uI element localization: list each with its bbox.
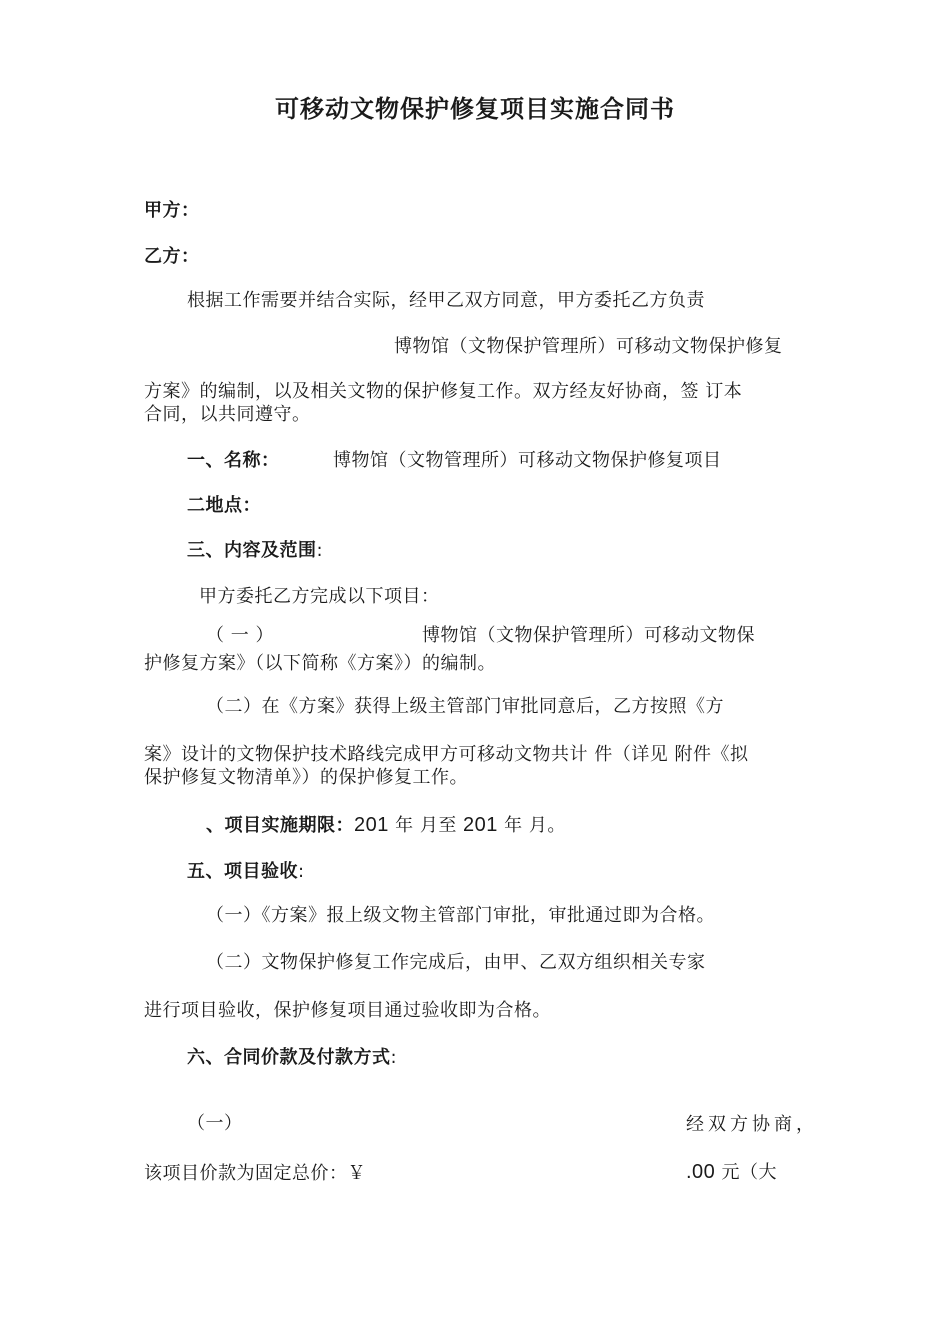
- section-1-label: 一、名称：: [187, 450, 280, 471]
- section-6-label: 六、合同价款及付款方式: [187, 1047, 391, 1068]
- section-4-line: [206, 813, 566, 838]
- section-2-label: 二地点：: [187, 495, 261, 516]
- section-3-label: 三、内容及范围: [187, 540, 317, 561]
- section-3-intro: 甲方委托乙方完成以下项目：: [199, 586, 440, 607]
- section-3-colon: :: [316, 540, 324, 561]
- section-4-mid: 年 月至: [388, 815, 464, 836]
- section-6-price-label: 该项目价款为固定总价：￥: [144, 1163, 366, 1184]
- section-3-item-1-cont: 护修复方案》（以下简称《方案》）的编制。: [144, 653, 496, 674]
- section-4-year-end: 201: [463, 814, 498, 836]
- section-3-heading: [187, 539, 323, 563]
- section-6-price-unit: 元（大: [715, 1162, 778, 1183]
- section-3-item-2-line-2: 案》设计的文物保护技术路线完成甲方可移动文物共计 件（详见 附件《拟: [144, 744, 749, 765]
- intro-line-4: 合同，以共同遵守。: [144, 404, 311, 425]
- section-4-end: 年 月。: [497, 815, 566, 836]
- section-6-item-1-right: 经双方协商，: [686, 1114, 818, 1135]
- section-4-label: 、项目实施期限：: [206, 815, 354, 836]
- party-a-label: 甲方：: [144, 200, 200, 221]
- section-5-colon: :: [298, 861, 305, 882]
- section-1-value: 博物馆（文物管理所）可移动文物保护修复项目: [333, 450, 722, 471]
- section-6-colon: :: [390, 1047, 398, 1068]
- section-5-item-2-line-1: （二）文物保护修复工作完成后，由甲、乙双方组织相关专家: [206, 952, 706, 973]
- section-3-item-1-label: （ 一 ）: [206, 625, 274, 646]
- intro-line-1: 根据工作需要并结合实际，经甲乙双方同意，甲方委托乙方负责: [187, 290, 705, 311]
- section-6-item-1-label: （一）: [187, 1113, 243, 1134]
- party-b-label: 乙方：: [144, 246, 200, 267]
- intro-line-2: 博物馆（文物保护管理所）可移动文物保护修复: [394, 336, 783, 357]
- section-5-heading: [187, 860, 305, 884]
- section-6-price-line: [686, 1160, 777, 1185]
- section-5-label: 五、项目验收: [187, 861, 298, 882]
- section-5-item-2-line-2: 进行项目验收，保护修复项目通过验收即为合格。: [144, 1000, 551, 1021]
- section-3-item-2-line-3: 保护修复文物清单》）的保护修复工作。: [144, 767, 468, 788]
- section-3-item-2-line-1: （二）在《方案》获得上级主管部门审批同意后，乙方按照《方: [206, 696, 724, 717]
- section-5-item-1: （一）《方案》报上级文物主管部门审批，审批通过即为合格。: [206, 905, 715, 926]
- section-3-item-1-text: 博物馆（文物保护管理所）可移动文物保: [422, 625, 755, 646]
- section-4-year-start: 201: [354, 814, 389, 836]
- document-title: 可移动文物保护修复项目实施合同书: [275, 95, 675, 123]
- intro-line-3: 方案》的编制，以及相关文物的保护修复工作。双方经友好协商，签 订本: [144, 381, 743, 402]
- section-6-price-value: .00: [686, 1161, 716, 1183]
- section-6-heading: [187, 1046, 397, 1070]
